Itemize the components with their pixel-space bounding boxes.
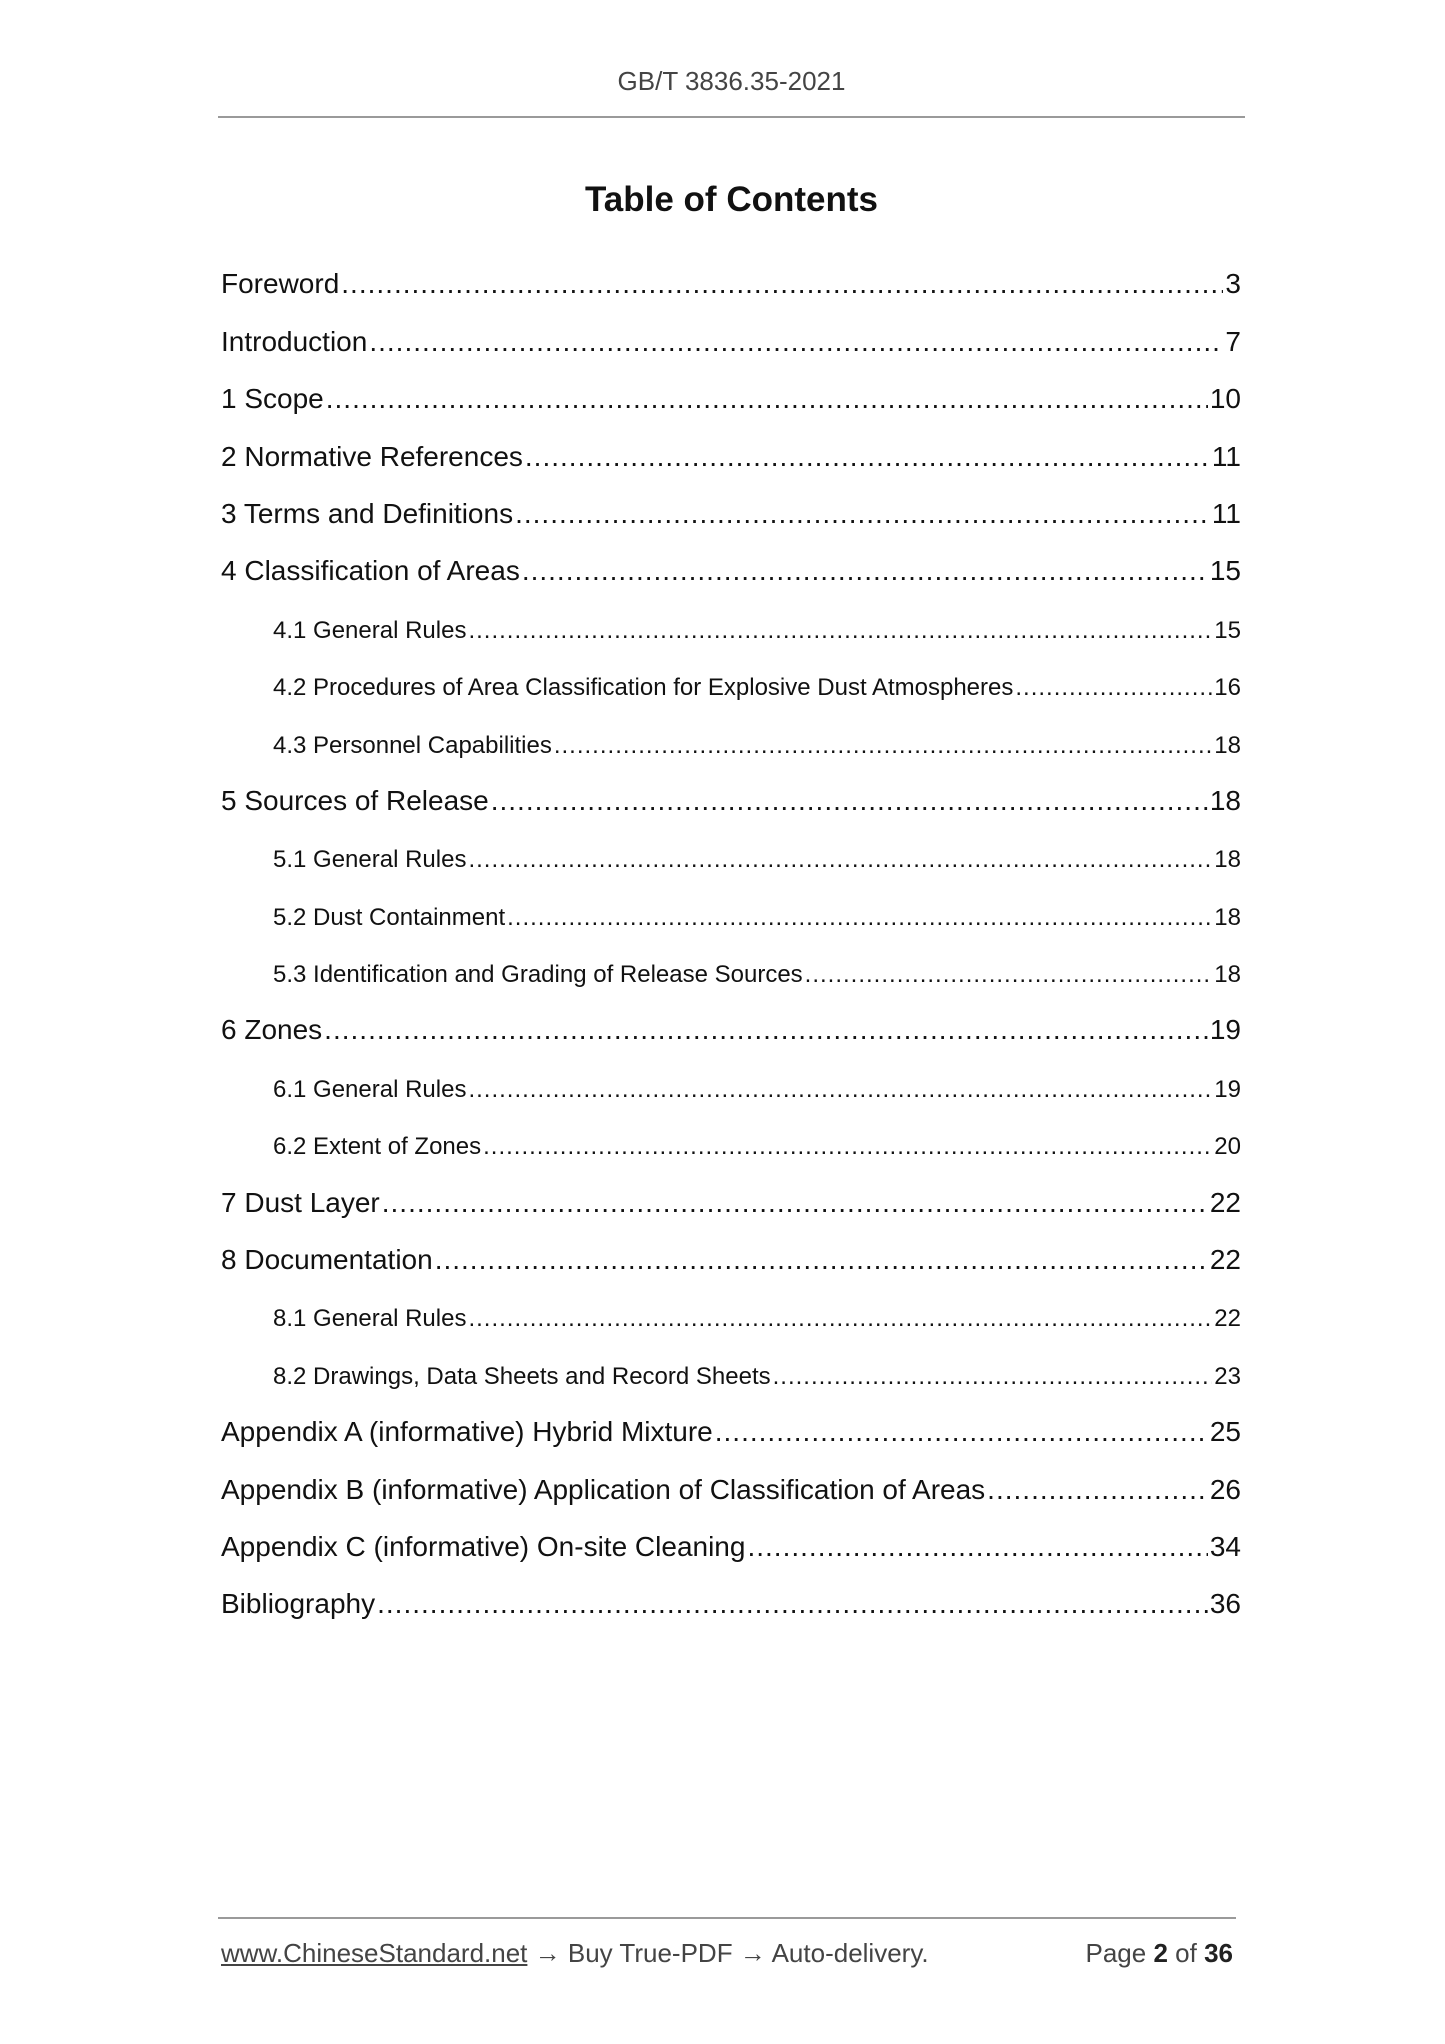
toc-entry[interactable] xyxy=(221,874,1241,931)
toc-dot-leader xyxy=(369,326,1223,358)
toc-dot-leader xyxy=(468,617,1212,645)
toc-entry-label: Foreword xyxy=(221,268,340,300)
toc-dot-leader xyxy=(515,498,1210,530)
toc-entry-page: 26 xyxy=(1209,1473,1241,1505)
toc-entry-label: 1 Scope xyxy=(221,383,324,415)
toc-entry-page: 20 xyxy=(1214,1133,1241,1161)
toc-entry[interactable] xyxy=(221,989,1241,1046)
toc-dot-leader xyxy=(324,1014,1208,1046)
toc-entry[interactable] xyxy=(221,932,1241,989)
toc-entry-page: 23 xyxy=(1214,1362,1241,1390)
total-pages-number: 36 xyxy=(1204,1938,1233,1968)
toc-entry-page: 22 xyxy=(1209,1244,1241,1276)
toc-dot-leader xyxy=(377,1588,1208,1620)
toc-entry-label: 4.3 Personnel Capabilities xyxy=(273,731,552,759)
toc-dot-leader xyxy=(715,1416,1208,1448)
toc-entry-page: 22 xyxy=(1209,1186,1241,1218)
toc-entry[interactable] xyxy=(221,1104,1241,1161)
of-word: of xyxy=(1175,1938,1197,1968)
toc-entry-page: 7 xyxy=(1225,325,1241,357)
toc-dot-leader xyxy=(554,732,1212,760)
toc-entry-label: 5 Sources of Release xyxy=(221,784,489,816)
toc-entry-page: 22 xyxy=(1214,1305,1241,1333)
toc-entry[interactable] xyxy=(221,1046,1241,1103)
toc-entry-page: 11 xyxy=(1211,440,1241,472)
toc-entry[interactable] xyxy=(221,1506,1241,1563)
toc-entry[interactable] xyxy=(221,645,1241,702)
toc-dot-leader xyxy=(987,1474,1208,1506)
toc-entry-label: Introduction xyxy=(221,325,368,357)
toc-entry-page: 11 xyxy=(1211,497,1241,529)
toc-entry-label: Appendix B (informative) Application of Classification of Areas xyxy=(221,1473,986,1505)
toc-entry[interactable] xyxy=(221,587,1241,644)
footer-promo xyxy=(221,1938,929,1969)
toc-dot-leader xyxy=(747,1531,1207,1563)
toc-dot-leader xyxy=(525,441,1210,473)
site-link[interactable]: www.ChineseStandard.net xyxy=(221,1938,528,1968)
toc-dot-leader xyxy=(468,1076,1212,1104)
toc-dot-leader xyxy=(468,846,1212,874)
header-divider xyxy=(218,116,1245,118)
toc-dot-leader xyxy=(491,785,1208,817)
page-number-info xyxy=(1085,1938,1233,1969)
toc-entry[interactable] xyxy=(221,473,1241,530)
toc-entry[interactable] xyxy=(221,1276,1241,1333)
toc-entry-label: 5.3 Identification and Grading of Release Sources xyxy=(273,961,803,989)
toc-dot-leader xyxy=(483,1133,1212,1161)
toc-entry[interactable] xyxy=(221,1391,1241,1448)
toc-entry-label: 5.2 Dust Containment xyxy=(273,903,506,931)
toc-dot-leader xyxy=(326,383,1208,415)
toc-dot-leader xyxy=(522,555,1208,587)
toc-entry-page: 3 xyxy=(1225,268,1241,300)
toc-entry[interactable] xyxy=(221,1219,1241,1276)
toc-entry-page: 19 xyxy=(1209,1014,1241,1046)
toc-entry-label: 4 Classification of Areas xyxy=(221,555,520,587)
toc-entry-page: 19 xyxy=(1214,1075,1241,1103)
toc-entry-label: 7 Dust Layer xyxy=(221,1186,380,1218)
document-id-header: GB/T 3836.35-2021 xyxy=(617,66,846,96)
toc-entry[interactable] xyxy=(221,817,1241,874)
toc-entry-label: 4.1 General Rules xyxy=(273,616,467,644)
toc-entry-page: 36 xyxy=(1209,1588,1241,1620)
toc-dot-leader xyxy=(435,1244,1208,1276)
toc-entry-page: 16 xyxy=(1214,674,1241,702)
toc-entry-label: 5.1 General Rules xyxy=(273,846,467,874)
promo-text: → Buy True-PDF → Auto-delivery. xyxy=(534,1938,929,1968)
toc-dot-leader xyxy=(468,1305,1212,1333)
toc-entry-page: 18 xyxy=(1209,784,1241,816)
toc-entry-label: 8.1 General Rules xyxy=(273,1305,467,1333)
page-word: Page xyxy=(1085,1938,1147,1968)
toc-entry-label: Appendix A (informative) Hybrid Mixture xyxy=(221,1416,713,1448)
toc-dot-leader xyxy=(773,1363,1213,1391)
toc-entry-label: 8.2 Drawings, Data Sheets and Record Sheets xyxy=(273,1362,771,1390)
toc-entry-label: 2 Normative References xyxy=(221,440,523,472)
toc-entry-label: 6 Zones xyxy=(221,1014,323,1046)
toc-title: Table of Contents xyxy=(585,180,878,219)
toc-dot-leader xyxy=(507,904,1212,932)
toc-entry[interactable] xyxy=(221,1563,1241,1620)
toc-entry[interactable] xyxy=(221,415,1241,472)
current-page-number: 2 xyxy=(1153,1938,1168,1968)
toc-entry[interactable] xyxy=(221,1333,1241,1390)
toc-entry-label: Bibliography xyxy=(221,1588,376,1620)
toc-dot-leader xyxy=(341,268,1223,300)
toc-entry-page: 10 xyxy=(1209,383,1241,415)
toc-entry[interactable] xyxy=(221,1448,1241,1505)
toc-entry-label: 3 Terms and Definitions xyxy=(221,497,514,529)
toc-entry-page: 18 xyxy=(1214,846,1241,874)
footer-divider xyxy=(218,1917,1236,1919)
toc-list xyxy=(221,243,1241,1620)
toc-entry[interactable] xyxy=(221,358,1241,415)
toc-entry[interactable] xyxy=(221,702,1241,759)
toc-dot-leader xyxy=(1015,674,1212,702)
toc-entry-label: Appendix C (informative) On-site Cleaning xyxy=(221,1530,746,1562)
toc-entry-page: 15 xyxy=(1209,555,1241,587)
toc-entry[interactable] xyxy=(221,300,1241,357)
toc-entry-page: 25 xyxy=(1209,1416,1241,1448)
toc-entry-label: 4.2 Procedures of Area Classification for Explosive Dust Atmospheres xyxy=(273,674,1014,702)
toc-entry-page: 18 xyxy=(1214,731,1241,759)
toc-entry[interactable] xyxy=(221,243,1241,300)
toc-entry-page: 18 xyxy=(1214,961,1241,989)
toc-entry[interactable] xyxy=(221,1161,1241,1218)
toc-entry-label: 8 Documentation xyxy=(221,1244,433,1276)
toc-entry-page: 15 xyxy=(1214,616,1241,644)
toc-entry-page: 18 xyxy=(1214,903,1241,931)
toc-dot-leader xyxy=(805,961,1213,989)
toc-entry-label: 6.1 General Rules xyxy=(273,1075,467,1103)
toc-dot-leader xyxy=(382,1187,1208,1219)
toc-entry[interactable] xyxy=(221,530,1241,587)
toc-entry-page: 34 xyxy=(1209,1530,1241,1562)
toc-entry[interactable] xyxy=(221,760,1241,817)
page-footer xyxy=(221,1938,1233,1969)
toc-entry-label: 6.2 Extent of Zones xyxy=(273,1133,482,1161)
